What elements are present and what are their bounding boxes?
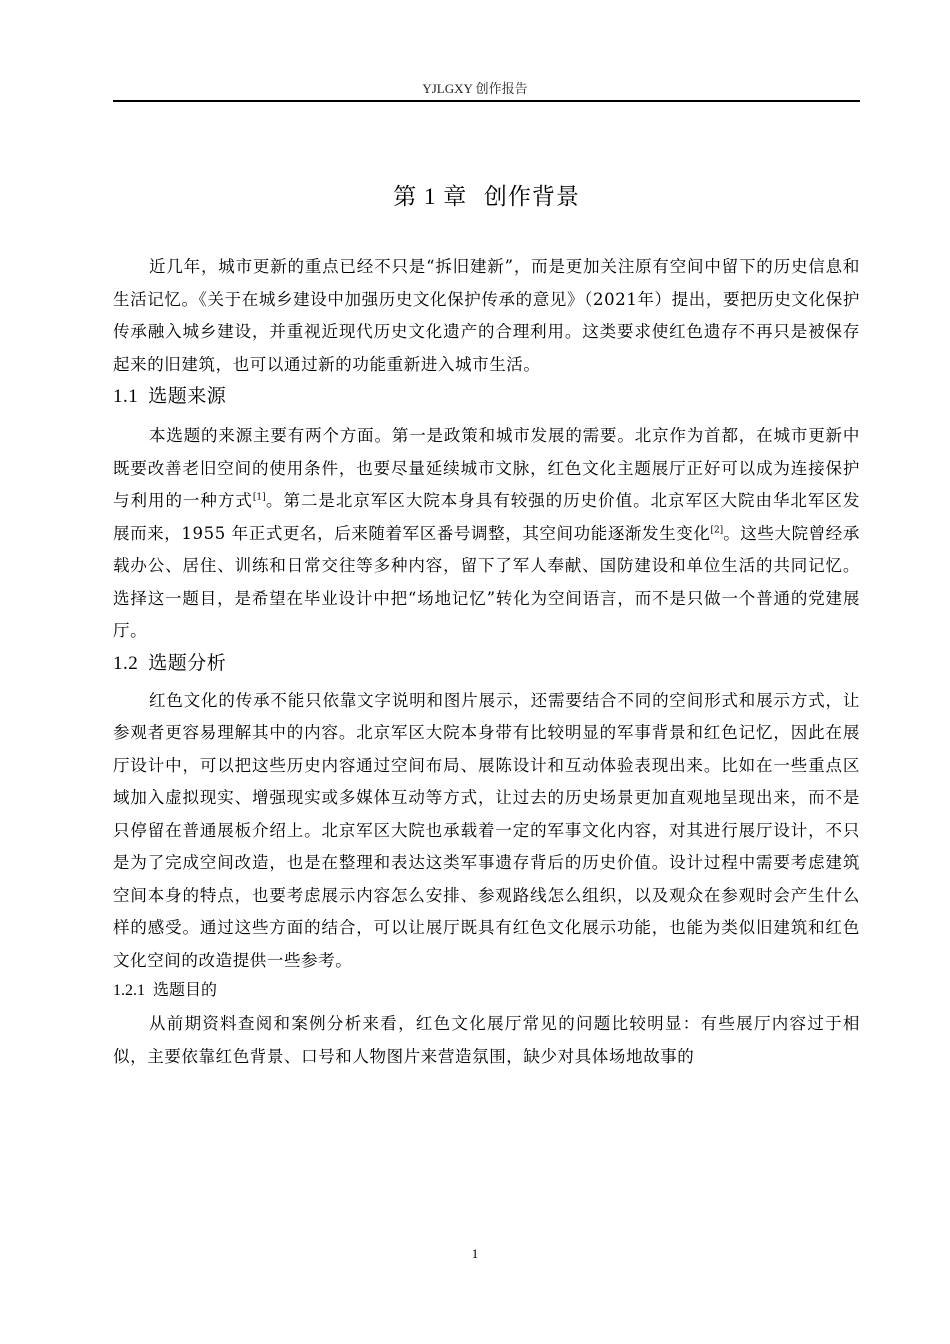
page-number: 1 [471,1246,479,1261]
paragraph-text: 。这些大院曾经承载办公、居住、训练和日常交往等多种内容，留下了军人奉献、国防建设和单位生活的共同记忆。选择这一题目，是希望在毕业设计中把“场地记忆”转化为空间语言，而不是只做一个普通的党建展厅。 [113,523,860,640]
section-1-2-paragraph: 红色文化的传承不能只依靠文字说明和图片展示，还需要结合不同的空间形式和展示方式，让参观者更容易理解其中的内容。北京军区大院本身带有比较明显的军事背景和红色记忆，因此在展厅设计中，可以把这些历史内容通过空间布局、展陈设计和互动体验表现出来。比如在一些重点区域加入虚拟现实、增强现实或多媒体互动等方式，让过去的历史场景更加直观地呈现出来，而不是只停留在普通展板介绍上。北京军区大院也承载着一定的军事文化内容，对其进行展厅设计，不只是为了完成空间改造，也是在整理和表达这类军事遗存背后的历史价值。设计过程中需要考虑建筑空间本身的特点，也要考虑展示内容怎么安排、参观路线怎么组织，以及观众在参观时会产生什么样的感受。通过这些方面的结合，可以让展厅既具有红色文化展示功能，也能为类似旧建筑和红色文化空间的改造提供一些参考。 [113,690,860,970]
running-header: YJLGXY 创作报告 [422,81,528,96]
paragraph-text: 本选题的来源主要有两个方面。第一是政策和城市发展的需要。北京作为首都，在城市更新中既要改善老旧空间的使用条件，也要尽量延续城市文脉，红色文化主题展厅正好可以成为连接保护与利用的一种方式 [113,426,860,510]
section-number: 1.1 [113,386,139,407]
citation-2[interactable]: [2] [710,525,724,535]
section-title: 选题来源 [148,385,227,407]
subsection-heading-1-2-1 [113,977,860,1000]
subsection-number: 1.2.1 [113,982,145,999]
citation-1[interactable]: [1] [252,492,266,503]
chapter-number: 第 1 章 [393,184,468,209]
section-1-2-1-paragraph: 从前期资料查阅和案例分析来看，红色文化展厅常见的问题比较明显：有些展厅内容过于相似，主要依靠红色背景、口号和人物图片来营造氛围，缺少对具体场地故事的 [113,1014,860,1066]
section-heading-1-2 [113,648,860,675]
subsection-title: 选题目的 [153,980,218,999]
intro-paragraph: 近几年，城市更新的重点已经不只是“拆旧建新”，而是更加关注原有空间中留下的历史信息和生活记忆。《关于在城乡建设中加强历史文化保护传承的意见》（2021年）提出，要把历史文化保护传承融入城乡建设，并重视近现代历史文化遗产的合理利用。这类要求使红色遗存不再只是被保存起来的旧建筑，也可以通过新的功能重新进入城市生活。 [113,257,860,374]
chapter-title [113,178,860,211]
paragraph-text: 。第二是北京军区大院本身具有较强的历史价值。北京军区大院由华北军区发展而来，1955 年正式更名，后来随着军区番号调整，其空间功能逐渐发生变化 [113,491,860,543]
section-heading-1-1 [113,381,860,408]
section-1-1-paragraph [113,420,860,648]
page-body [113,100,860,1073]
chapter-title-text: 创作背景 [483,184,580,210]
section-number: 1.2 [113,652,139,674]
section-title: 选题分析 [148,651,227,674]
